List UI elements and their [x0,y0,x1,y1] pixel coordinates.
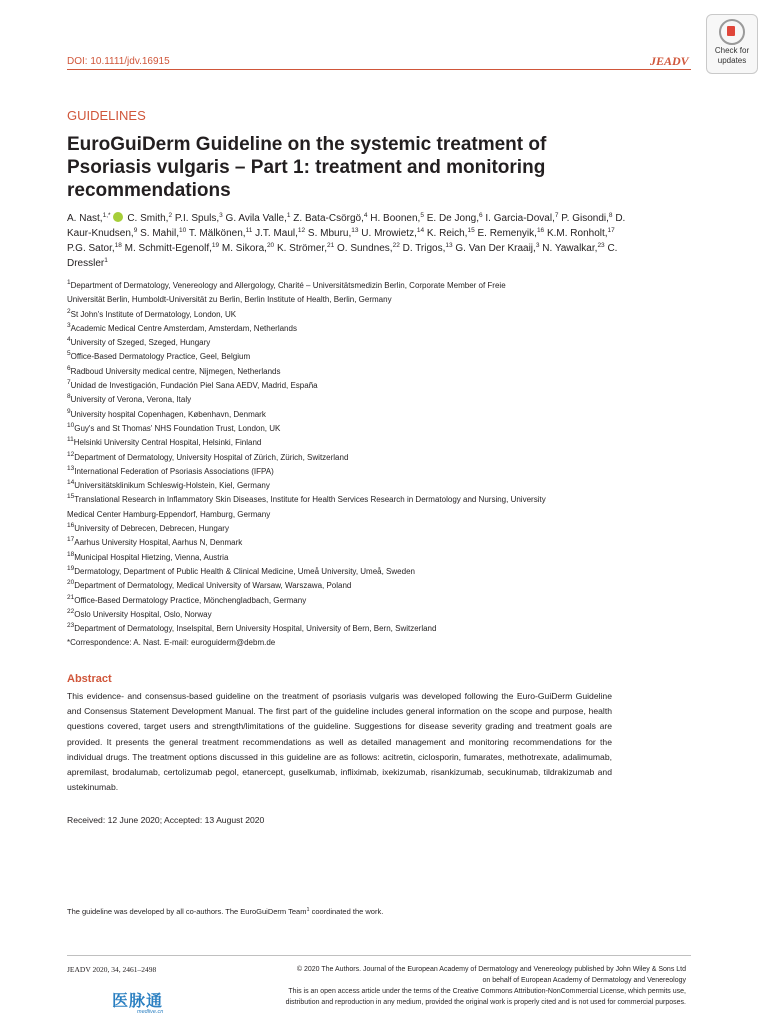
author-name: K. Strömer, [276,243,327,254]
affiliation-line [67,279,627,293]
author-affiliation-sup: 2 [168,212,173,219]
update-check-icon [719,19,745,45]
check-for-updates-badge[interactable] [706,14,758,74]
copyright-line: distribution and reproduction in any medium, provided the original work is properly cited and is not used for commercial purposes. [285,999,686,1006]
author-affiliation-sup: 23 [597,242,605,249]
affiliation-line [67,465,627,479]
badge-line-2: updates [717,56,747,65]
author-affiliation-sup: 14 [416,227,425,234]
affiliation-text: Translational Research in Inflammatory Skin Diseases, Institute for Health Services Research in Dermatology and Nursing, University [74,495,546,505]
author-name: P.I. Spuls, [174,213,220,224]
affiliation-line [67,393,627,407]
article-title: EuroGuiDerm Guideline on the systemic treatment of Psoriasis vulgaris – Part 1: treatment and monitoring recommendations [67,134,547,201]
author-name: K.M. Ronholt, [546,228,608,239]
affiliation-number: 16 [67,522,75,530]
author-affiliation-sup: 13 [351,227,359,234]
affiliation-text: University of Debrecen, Debrecen, Hungary [74,524,229,534]
affiliation-line [67,322,627,336]
affiliation-number: 13 [67,464,75,472]
affiliation-text: Universitätsklinikum Schleswig-Holstein, Kiel, Germany [74,481,270,491]
affiliation-line [67,594,627,608]
affiliation-number: 9 [67,407,71,415]
badge-line-1: Check for [714,46,750,55]
affiliation-number: 11 [67,436,74,444]
affiliation-text: Office-Based Dermatology Practice, Mönchengladbach, Germany [74,595,307,605]
abstract-heading: Abstract [67,673,112,685]
affiliation-number: 3 [67,321,71,329]
affiliation-text: University of Verona, Verona, Italy [70,395,192,405]
affiliation-line [67,551,627,565]
author-name: K. Reich, [426,228,468,239]
affiliation-number: 10 [67,421,75,429]
affiliation-text: University hospital Copenhagen, København, Denmark [70,409,266,419]
affiliation-list [67,279,627,651]
affiliation-text: Oslo University Hospital, Oslo, Norway [74,609,212,619]
journal-citation: JEADV 2020, 34, 2461–2498 [67,965,157,974]
author-affiliation-sup: 21 [326,242,335,249]
affiliation-line [67,536,627,550]
affiliation-number: 15 [67,493,75,501]
affiliation-text: Department of Dermatology, University Hospital of Zürich, Zürich, Switzerland [74,452,349,462]
author-name: P. Gisondi, [561,213,609,224]
author-affiliation-sup: 1 [286,212,291,219]
doi-link[interactable]: DOI: 10.1111/jdv.16915 [67,56,170,67]
author-affiliation-sup: 12 [297,227,306,234]
author-affiliation-sup: 11 [245,227,253,234]
author-affiliation-sup: 3 [219,212,223,219]
affiliation-number: 14 [67,479,75,487]
affiliation-number: 17 [67,536,75,544]
affiliation-number: 20 [67,579,75,587]
author-name: O. Sundnes, [336,243,393,254]
affiliation-line [67,350,627,364]
affiliation-number: 6 [67,364,71,372]
author-name: J.T. Maul, [255,228,298,239]
author-affiliation-sup: 1,* [102,212,111,219]
author-affiliation-sup: 19 [211,242,220,249]
affiliation-number: 2 [67,307,71,315]
affiliation-text: International Federation of Psoriasis Associations (IFPA) [74,466,274,476]
author-name: M. Schmitt-Egenolf, [124,243,212,254]
author-name: C. Dressler [67,243,618,269]
author-list [67,211,627,271]
footnote-sup: 1 [306,907,310,913]
affiliation-number: 23 [67,622,75,630]
affiliation-line [67,408,627,422]
author-affiliation-sup: 13 [445,242,453,249]
affiliation-line [67,479,627,493]
author-affiliation-sup: 1 [104,257,108,264]
author-affiliation-sup: 4 [363,212,368,219]
affiliation-text: Department of Dermatology, Venereology and Allergology, Charité – Universitätsmedizin Berlin, Corporate Member of Freie [70,281,506,290]
copyright-notice [230,964,686,1008]
author-name: C. Smith, [127,213,169,224]
author-name: S. Mahil, [140,228,180,239]
medlive-logo: 医脉通 [112,993,164,1010]
affiliation-number: 5 [67,350,71,358]
affiliation-line [67,379,627,393]
affiliation-text: St John's Institute of Dermatology, London, UK [70,309,237,319]
affiliation-text: Department of Dermatology, Inselspital, Bern University Hospital, University of Bern, Bern, Switzerland [74,624,437,634]
received-dates: Received: 12 June 2020; Accepted: 13 August 2020 [67,815,265,825]
affiliation-line [67,308,627,322]
affiliation-number: 18 [67,550,75,558]
affiliation-text: *Correspondence: A. Nast. E-mail: euroguiderm@debm.de [67,638,276,648]
author-name: N. Yawalkar, [542,243,598,254]
copyright-line: on behalf of European Academy of Dermatology and Venereology [482,977,686,984]
affiliation-number: 7 [67,379,71,387]
footnote-text-end: coordinated the work. [309,907,384,916]
author-name: S. Mburu, [307,228,352,239]
author-name: G. Avila Valle, [225,213,287,224]
contribution-footnote [67,907,383,916]
author-affiliation-sup: 22 [392,242,400,249]
author-name: H. Boonen, [370,213,421,224]
author-affiliation-sup: 8 [608,212,613,219]
affiliation-line [67,436,627,450]
affiliation-text: Medical Center Hamburg-Eppendorf, Hamburg, Germany [67,509,271,519]
affiliation-text: Aarhus University Hospital, Aarhus N, Denmark [74,538,243,548]
author-affiliation-sup: 7 [554,212,559,219]
author-affiliation-sup: 15 [467,227,475,234]
affiliation-line [67,565,627,579]
orcid-icon[interactable] [113,212,123,222]
author-name: U. Mrowietz, [361,228,417,239]
medlive-logo-subtitle: medlive.cn [137,1009,164,1015]
affiliation-line [67,522,627,536]
affiliation-line [67,508,627,522]
author-affiliation-sup: 18 [114,242,122,249]
author-name: Z. Bata-Csörgö, [293,213,364,224]
affiliation-text: Universität Berlin, Humboldt-Universität zu Berlin, Berlin Institute of Health, Berlin, Germany [67,295,392,305]
author-name: E. Remenyik, [477,228,537,239]
author-name: D. Kaur-Knudsen, [67,213,626,239]
affiliation-number: 1 [67,279,71,286]
author-affiliation-sup: 20 [266,242,275,249]
author-affiliation-sup: 17 [607,227,615,234]
affiliation-text: Guy's and St Thomas' NHS Foundation Trust, London, UK [74,423,281,433]
affiliation-line [67,422,627,436]
author-affiliation-sup: 3 [535,242,540,249]
affiliation-text: Radboud University medical centre, Nijmegen, Netherlands [70,366,281,376]
affiliation-text: Dermatology, Department of Public Health & Clinical Medicine, Umeå University, Umeå, Sweden [74,566,415,576]
header-divider [67,69,691,70]
affiliation-number: 8 [67,393,71,401]
author-name: M. Sikora, [221,243,267,254]
copyright-line: © 2020 The Authors. Journal of the European Academy of Dermatology and Venereology published by John Wiley & Sons Ltd [296,966,686,973]
affiliation-text: Municipal Hospital Hietzing, Vienna, Austria [74,552,229,562]
author-name: T. Mälkönen, [188,228,246,239]
author-affiliation-sup: 16 [536,227,545,234]
footer-divider [67,955,691,956]
affiliation-line [67,493,627,507]
affiliation-line [67,622,627,636]
affiliation-text: Office-Based Dermatology Practice, Geel, Belgium [70,352,251,362]
affiliation-text: University of Szeged, Szeged, Hungary [70,338,211,348]
affiliation-number: 19 [67,564,75,572]
affiliation-number: 22 [67,607,75,615]
author-affiliation-sup: 6 [479,212,483,219]
affiliation-number: 12 [67,450,75,458]
footnote-text: The guideline was developed by all co-authors. The EuroGuiDerm Team [67,907,307,916]
author-name: E. De Jong, [426,213,479,224]
author-name: A. Nast, [67,213,103,224]
affiliation-line [67,336,627,350]
affiliation-text: Helsinki University Central Hospital, Helsinki, Finland [73,438,262,448]
abstract-body: This evidence- and consensus-based guideline on the treatment of psoriasis vulgaris was developed following the Euro-GuiDerm Guideline and Consensus Statement Development Manual. The first part of the guideline includes general information on the scope and purpose, health questions covered, target users and strength/limitations of the guideline. Suggestions for disease severity grading and treatment goals are provided. It presents the general treatment recommendations as well as detailed management and monitoring recommendations for the individual drugs. The treatment options discussed in this guideline are as follows: acitretin, ciclosporin, fumarates, methotrexate, adalimumab, apremilast, brodalumab, certolizumab pegol, etanercept, guselkumab, infliximab, ixekizumab, risankizumab, secukinumab, tildrakizumab and ustekinumab. [67,691,612,793]
affiliation-line [67,579,627,593]
affiliation-number: 21 [67,593,75,601]
author-name: I. Garcia-Doval, [485,213,555,224]
affiliation-text: Department of Dermatology, Medical University of Warsaw, Warszawa, Poland [74,581,352,591]
affiliation-line [67,608,627,622]
author-name: P.G. Sator, [67,243,115,254]
copyright-line: This is an open access article under the terms of the Creative Commons Attribution-NonCommercial License, which permits use, [288,988,686,995]
affiliation-text: Academic Medical Centre Amsterdam, Amsterdam, Netherlands [70,323,297,333]
author-affiliation-sup: 9 [133,227,138,234]
journal-name: JEADV [650,54,689,68]
author-name: D. Trigos, [402,243,446,254]
author-affiliation-sup: 10 [179,227,187,234]
affiliation-line [67,365,627,379]
affiliation-line [67,293,627,307]
affiliation-line [67,636,627,650]
author-affiliation-sup: 5 [420,212,424,219]
author-name: G. Van Der Kraaij, [455,243,536,254]
section-label: GUIDELINES [67,108,146,123]
affiliation-line [67,451,627,465]
affiliation-text: Unidad de Investigación, Fundación Piel Sana AEDV, Madrid, España [70,381,318,391]
affiliation-number: 4 [67,336,71,344]
